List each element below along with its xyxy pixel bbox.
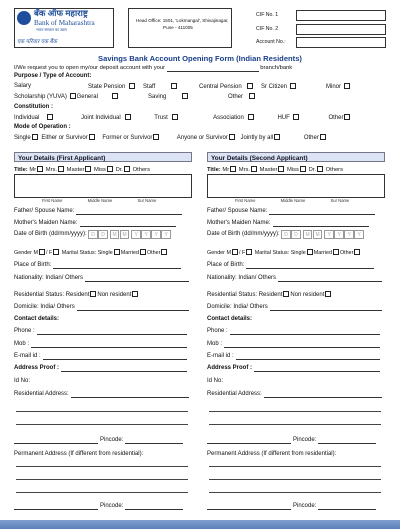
request-line xyxy=(14,65,292,72)
father-input[interactable] xyxy=(269,209,375,215)
resaddr-line-3[interactable] xyxy=(16,424,188,425)
married-checkbox[interactable] xyxy=(140,249,146,255)
general-checkbox[interactable] xyxy=(112,93,118,99)
applicant-heading xyxy=(207,152,385,162)
constitution-label: Constitution : xyxy=(14,104,53,110)
marital-other-checkbox[interactable] xyxy=(161,249,167,255)
account-label: Account No.: xyxy=(256,39,286,45)
addrproof-input[interactable] xyxy=(61,366,187,372)
purpose-salary[interactable] xyxy=(14,83,31,90)
nationality-label: Nationality: Indian/ Others xyxy=(207,275,277,281)
perm-pincode-lead-line xyxy=(14,504,98,510)
bank-tagline-top: भारत सरकार का उद्यम xyxy=(36,28,67,32)
pob-row xyxy=(207,262,374,269)
scholarship-label: Scholarship (YUVA) xyxy=(14,94,67,100)
title-label: Title: xyxy=(207,167,221,173)
account-field[interactable] xyxy=(296,37,386,48)
mode-options xyxy=(14,134,327,142)
perm-pincode-row xyxy=(207,503,376,510)
addrproof-row xyxy=(14,365,187,372)
gender-f-label: / F xyxy=(45,250,53,256)
dob-cell[interactable]: M xyxy=(110,230,120,239)
phone-row xyxy=(207,328,380,335)
mob-row xyxy=(207,341,380,348)
bank-hindi-name: बँक ऑफ महाराष्ट्र xyxy=(34,8,88,18)
form-title: Savings Bank Account Opening Form (Indian Residents) xyxy=(98,54,302,63)
mother-input[interactable] xyxy=(273,221,369,227)
pob-input[interactable] xyxy=(53,263,181,269)
pincode-row xyxy=(207,437,376,444)
residential-label: Residential Status: Resident xyxy=(14,292,90,298)
purpose-sr-citizen[interactable] xyxy=(261,83,297,91)
mode-other-label: Other xyxy=(303,135,319,141)
contact-label: Contact details: xyxy=(207,316,253,322)
phone-label: Phone : xyxy=(14,328,35,334)
bank-tagline: एक परिवार एक बैंक xyxy=(17,39,58,45)
resaddr-line-2[interactable] xyxy=(209,411,381,412)
dob-row xyxy=(14,230,171,239)
pob-input[interactable] xyxy=(246,263,374,269)
title-row xyxy=(207,166,343,174)
title-mrs-checkbox[interactable] xyxy=(251,166,257,172)
minor-checkbox[interactable] xyxy=(344,83,350,89)
gender-m-checkbox[interactable] xyxy=(39,249,45,255)
mob-label: Mob : xyxy=(207,341,223,347)
branch-input[interactable] xyxy=(167,66,259,72)
name-sublabels xyxy=(14,199,156,204)
father-row xyxy=(14,208,182,215)
contact-label: Contact details: xyxy=(14,316,60,322)
resaddr-label: Residential Address: xyxy=(14,391,69,397)
title-miss: Miss xyxy=(94,167,106,173)
dob-cell[interactable]: Y xyxy=(161,230,171,239)
father-label: Father/ Spouse Name: xyxy=(207,208,268,214)
marital-other-checkbox[interactable] xyxy=(354,249,360,255)
father-row xyxy=(207,208,375,215)
idno-label: Id No: xyxy=(14,378,31,384)
phone-input[interactable] xyxy=(37,329,187,335)
single-checkbox[interactable] xyxy=(32,134,38,140)
dob-row xyxy=(207,230,364,239)
perm-pincode-label: Pincode: xyxy=(293,503,317,509)
title-others: Others xyxy=(132,167,151,173)
email-label: E-mail id : xyxy=(207,353,234,359)
gender-f-label: / F xyxy=(238,250,246,256)
email-label: E-mail id : xyxy=(14,353,41,359)
either-checkbox[interactable] xyxy=(89,134,95,140)
title-row xyxy=(14,166,150,174)
pincode-lead-line xyxy=(14,438,98,444)
married-checkbox[interactable] xyxy=(333,249,339,255)
huf-checkbox[interactable] xyxy=(293,114,299,120)
title-mrs: Mrs. xyxy=(238,167,251,173)
residential-label: Residential Status: Resident xyxy=(207,292,283,298)
central-pension-label: Central Pension xyxy=(199,84,242,90)
bank-name: Bank of Maharashtra xyxy=(34,19,95,27)
domicile-label: Domicile: India/ Others xyxy=(14,304,75,310)
single-status-checkbox[interactable] xyxy=(114,249,120,255)
constitution-other-label: Other xyxy=(328,115,344,121)
minor-label: Minor xyxy=(326,84,342,90)
constitution-other-checkbox[interactable] xyxy=(344,114,350,120)
marital-other-label: Other xyxy=(339,250,354,256)
sr-citizen-label: Sr Citizen xyxy=(261,84,288,90)
mother-row xyxy=(14,220,176,227)
married-label: Married xyxy=(120,250,139,256)
nonres-checkbox[interactable] xyxy=(325,291,331,297)
nationality-row xyxy=(207,275,382,282)
jointly-label: Jointly by all xyxy=(240,135,274,141)
state-pension-checkbox[interactable] xyxy=(129,83,135,89)
nationality-label: Nationality: Indian/ Others xyxy=(14,275,84,281)
idno-label: Id No: xyxy=(207,378,224,384)
purpose-saving[interactable] xyxy=(148,93,189,101)
resaddr-row xyxy=(14,391,189,398)
jointly-checkbox[interactable] xyxy=(274,134,280,140)
dob-cell[interactable]: D xyxy=(88,230,98,239)
pincode-input[interactable] xyxy=(125,438,183,444)
addrproof-row xyxy=(207,365,380,372)
dob-cell[interactable]: Y xyxy=(354,230,364,239)
addrproof-input[interactable] xyxy=(254,366,380,372)
cif2-field[interactable] xyxy=(296,24,386,35)
perm-pincode-input[interactable] xyxy=(318,504,376,510)
title-mrs-checkbox[interactable] xyxy=(58,166,64,172)
phone-input[interactable] xyxy=(230,329,380,335)
title-mrs: Mrs. xyxy=(45,167,58,173)
title-others: Others xyxy=(325,167,344,173)
email-input[interactable] xyxy=(236,354,380,360)
staff-label: Staff xyxy=(143,84,156,90)
applicant-heading xyxy=(14,152,192,162)
former-label: Former or Survivor xyxy=(102,135,153,141)
mother-input[interactable] xyxy=(80,221,176,227)
purpose-central-pension[interactable] xyxy=(199,83,254,91)
middle-name-label: Middle Name xyxy=(280,198,306,203)
request-branch: branch/bank xyxy=(260,65,293,71)
dob-label: Date of Birth (dd/mm/yyyy): xyxy=(207,231,280,238)
individual-label: Individual xyxy=(14,115,40,121)
permaddr-line-2[interactable] xyxy=(16,479,188,480)
dob-label: Date of Birth (dd/mm/yyyy): xyxy=(14,231,87,238)
name-sublabels xyxy=(207,199,349,204)
huf-label: HUF xyxy=(277,115,290,121)
nonres-checkbox[interactable] xyxy=(132,291,138,297)
title-dr-checkbox[interactable] xyxy=(124,166,130,172)
dob-cell[interactable]: M xyxy=(303,230,313,239)
mob-input[interactable] xyxy=(224,342,380,348)
permaddr-line-2[interactable] xyxy=(209,479,381,480)
state-pension-label: State Pension xyxy=(88,84,126,90)
first-name-label: First Name xyxy=(235,198,256,203)
dob-cell[interactable]: Y xyxy=(324,230,334,239)
title-mr-checkbox[interactable] xyxy=(37,166,43,172)
gender-label: Gender M xyxy=(207,250,231,256)
domicile-row xyxy=(14,304,189,311)
individual-checkbox[interactable] xyxy=(47,114,53,120)
title-master-checkbox[interactable] xyxy=(85,166,91,172)
head-office-address: Head Office: 1501, 'Lokmangal', Shivajinagar, xyxy=(136,18,229,23)
pincode-row xyxy=(14,437,183,444)
applicant-heading-text: Your Details (Second Applicant) xyxy=(211,154,308,162)
former-checkbox[interactable] xyxy=(153,134,159,140)
purpose-salary-label: Salary xyxy=(14,83,32,89)
scholarship-checkbox[interactable] xyxy=(70,93,76,99)
residential-row xyxy=(14,291,139,299)
cif1-label: CIF No. 1 xyxy=(256,12,279,18)
perm-pincode-lead-line xyxy=(207,504,291,510)
central-pension-checkbox[interactable] xyxy=(247,83,253,89)
phone-row xyxy=(14,328,187,335)
pob-label: Place of Birth: xyxy=(14,262,52,268)
gender-f-checkbox[interactable] xyxy=(246,249,252,255)
dob-input[interactable] xyxy=(88,232,171,238)
trust-label: Trust xyxy=(154,115,168,121)
gender-row xyxy=(207,249,361,256)
title-dr-checkbox[interactable] xyxy=(317,166,323,172)
email-input[interactable] xyxy=(43,354,187,360)
anyone-checkbox[interactable] xyxy=(229,134,235,140)
dob-cell[interactable]: Y xyxy=(141,230,151,239)
constitution-options xyxy=(14,114,351,122)
purpose-minor[interactable] xyxy=(326,83,351,91)
sur-name-label: Sur Name xyxy=(137,198,157,203)
domicile-label: Domicile: India/ Others xyxy=(207,304,268,310)
title-mr: Mr xyxy=(222,167,230,173)
association-checkbox[interactable] xyxy=(248,114,254,120)
joint-checkbox[interactable] xyxy=(125,114,131,120)
permaddr-label: Permanent Address (If different from residential): xyxy=(14,451,144,457)
email-row xyxy=(207,353,380,360)
name-input-box[interactable] xyxy=(14,174,192,198)
title-miss-checkbox[interactable] xyxy=(300,166,306,172)
resident-checkbox[interactable] xyxy=(90,291,96,297)
dob-cell[interactable]: Y xyxy=(131,230,141,239)
resaddr-line-2[interactable] xyxy=(16,411,188,412)
gender-label: Gender M xyxy=(14,250,38,256)
applicant-heading-text: Your Details (First Applicant) xyxy=(18,154,106,162)
phone-label: Phone : xyxy=(207,328,228,334)
title-master-checkbox[interactable] xyxy=(278,166,284,172)
pincode-input[interactable] xyxy=(318,438,376,444)
title-master: Master xyxy=(259,167,278,173)
perm-pincode-input[interactable] xyxy=(125,504,183,510)
pob-row xyxy=(14,262,181,269)
staff-checkbox[interactable] xyxy=(171,83,177,89)
resaddr-line-3[interactable] xyxy=(209,424,381,425)
marital-label: Marital Status: Single xyxy=(61,250,113,256)
title-master: Master xyxy=(66,167,85,173)
addrproof-label: Address Proof : xyxy=(207,365,253,371)
dob-cell[interactable]: Y xyxy=(344,230,354,239)
either-label: Either or Survivor xyxy=(41,135,88,141)
saving-label: Saving xyxy=(148,94,167,100)
mother-label: Mother's Maiden Name: xyxy=(14,220,78,226)
anyone-label: Anyone or Survivor xyxy=(176,135,228,141)
purpose-other-checkbox[interactable] xyxy=(249,93,255,99)
pincode-label: Pincode: xyxy=(100,437,124,443)
domicile-input[interactable] xyxy=(77,305,189,311)
permaddr-line-3[interactable] xyxy=(16,492,188,493)
permaddr-line-3[interactable] xyxy=(209,492,381,493)
general-label: General xyxy=(76,94,98,100)
name-input-box[interactable] xyxy=(207,174,385,198)
dob-cell[interactable]: M xyxy=(313,230,323,239)
title-miss: Miss xyxy=(287,167,299,173)
saving-checkbox[interactable] xyxy=(182,93,188,99)
joint-label: Joint Individual xyxy=(81,115,121,121)
father-input[interactable] xyxy=(76,209,182,215)
dob-cell[interactable]: D xyxy=(98,230,108,239)
footer-bar xyxy=(0,520,400,529)
permaddr-line-1[interactable] xyxy=(16,466,188,467)
title-miss-checkbox[interactable] xyxy=(107,166,113,172)
marital-label: Marital Status: Single xyxy=(254,250,306,256)
pob-label: Place of Birth: xyxy=(207,262,245,268)
father-label: Father/ Spouse Name: xyxy=(14,208,75,214)
mother-row xyxy=(207,220,369,227)
nonres-label: Non resident xyxy=(290,292,325,298)
permaddr-label: Permanent Address (If different from residential): xyxy=(207,451,337,457)
domicile-input[interactable] xyxy=(270,305,382,311)
title-mr: Mr xyxy=(29,167,37,173)
mob-label: Mob : xyxy=(14,341,30,347)
gender-row xyxy=(14,249,168,256)
title-dr: Dr. xyxy=(308,167,316,173)
single-status-checkbox[interactable] xyxy=(307,249,313,255)
gender-f-checkbox[interactable] xyxy=(53,249,59,255)
domicile-row xyxy=(207,304,382,311)
addrproof-label: Address Proof : xyxy=(14,365,60,371)
mode-label: Mode of Operation : xyxy=(14,124,71,130)
purpose-scholarship[interactable] xyxy=(14,93,119,101)
purpose-other[interactable] xyxy=(228,93,256,101)
married-label: Married xyxy=(313,250,332,256)
perm-pincode-row xyxy=(14,503,183,510)
bank-emblem-icon xyxy=(17,11,31,25)
purpose-other-label: Other xyxy=(228,94,244,100)
title-dr: Dr. xyxy=(115,167,123,173)
head-office-city: Pune - 411005 xyxy=(163,25,193,30)
permaddr-line-1[interactable] xyxy=(209,466,381,467)
title-label: Title: xyxy=(14,167,28,173)
residential-row xyxy=(207,291,332,299)
email-row xyxy=(14,353,187,360)
mob-row xyxy=(14,341,187,348)
mob-input[interactable] xyxy=(31,342,187,348)
resaddr-input[interactable] xyxy=(71,392,189,398)
dob-cell[interactable]: D xyxy=(281,230,291,239)
mode-other-checkbox[interactable] xyxy=(320,134,326,140)
marital-other-label: Other xyxy=(146,250,161,256)
nationality-input[interactable] xyxy=(85,276,189,282)
dob-cell[interactable]: M xyxy=(120,230,130,239)
dob-input[interactable] xyxy=(281,232,364,238)
title-mr-checkbox[interactable] xyxy=(230,166,236,172)
resident-checkbox[interactable] xyxy=(283,291,289,297)
resaddr-row xyxy=(207,391,382,398)
sur-name-label: Sur Name xyxy=(330,198,350,203)
resaddr-label: Residential Address: xyxy=(207,391,262,397)
resaddr-input[interactable] xyxy=(264,392,382,398)
perm-pincode-label: Pincode: xyxy=(100,503,124,509)
association-label: Association xyxy=(213,115,244,121)
request-text: I/We request you to open my/our deposit account with your xyxy=(14,65,166,71)
single-label: Single xyxy=(14,135,31,141)
pincode-label: Pincode: xyxy=(293,437,317,443)
nationality-row xyxy=(14,275,189,282)
nationality-input[interactable] xyxy=(278,276,382,282)
mother-label: Mother's Maiden Name: xyxy=(207,220,271,226)
pincode-lead-line xyxy=(207,438,291,444)
purpose-state-pension[interactable] xyxy=(88,83,136,91)
nonres-label: Non resident xyxy=(97,292,132,298)
sr-citizen-checkbox[interactable] xyxy=(290,83,296,89)
purpose-label: Purpose / Type of Account: xyxy=(14,73,92,79)
cif2-label: CIF No. 2 xyxy=(256,26,279,32)
dob-cell[interactable]: D xyxy=(291,230,301,239)
trust-checkbox[interactable] xyxy=(172,114,178,120)
dob-cell[interactable]: Y xyxy=(151,230,161,239)
cif1-field[interactable] xyxy=(296,10,386,21)
purpose-staff[interactable] xyxy=(143,83,178,91)
first-name-label: First Name xyxy=(42,198,63,203)
gender-m-checkbox[interactable] xyxy=(232,249,238,255)
dob-cell[interactable]: Y xyxy=(334,230,344,239)
middle-name-label: Middle Name xyxy=(87,198,113,203)
